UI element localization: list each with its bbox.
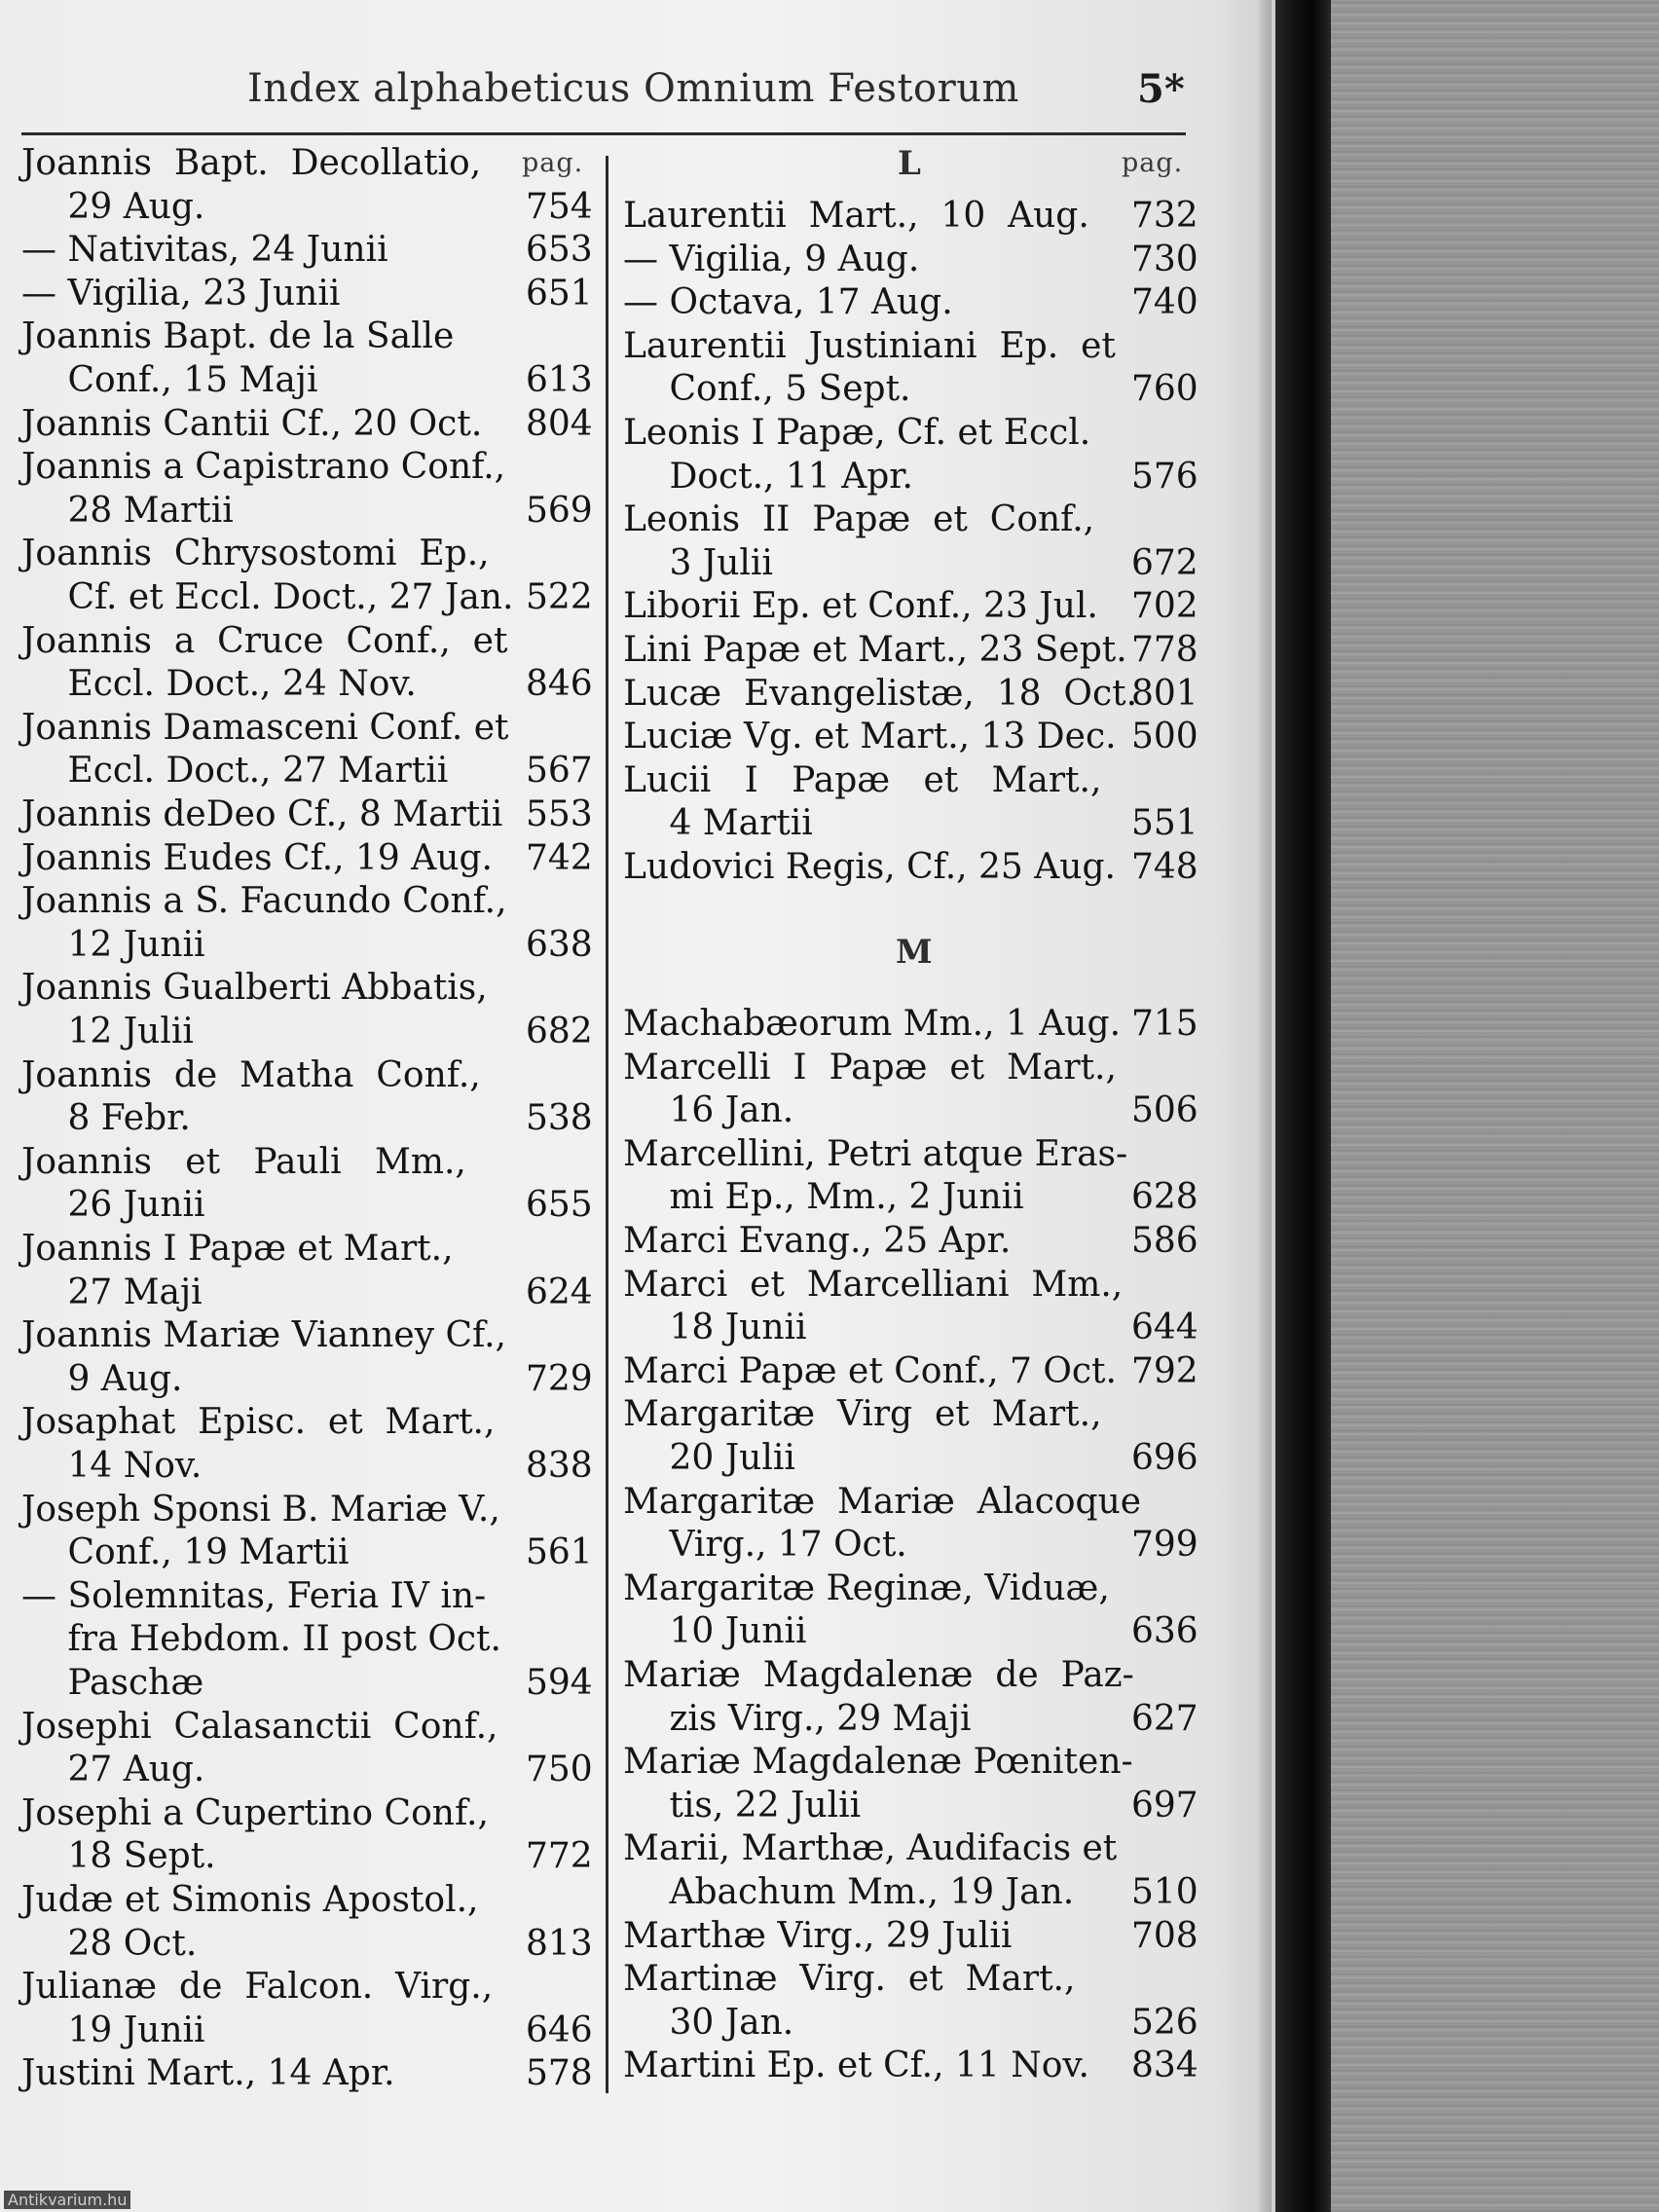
page-ref: 742: [526, 837, 593, 878]
page-ref: 500: [1131, 717, 1198, 757]
entry-text: Josephi a Cupertino Conf.,: [21, 1792, 489, 1833]
index-entry-line: [21, 1054, 481, 1097]
entry-text: Marcellini, Petri atque Eras-: [623, 1133, 1128, 1174]
page-ref: 696: [1131, 1438, 1198, 1478]
index-entry-line: [21, 273, 593, 315]
index-entry-line: [623, 1741, 1133, 1784]
index-entry-line: [623, 1785, 1198, 1827]
page-ref: 522: [526, 577, 593, 617]
entry-text: Joannis Cantii Cf., 20 Oct.: [21, 403, 483, 444]
entry-text: 29 Aug.: [21, 186, 205, 227]
entry-text: Lini Papæ et Mart., 23 Sept.: [623, 630, 1127, 670]
page-ref: 804: [526, 403, 593, 444]
page-ref: 627: [1131, 1698, 1198, 1739]
index-entry-line: [21, 1749, 593, 1791]
index-entry-line: [21, 750, 593, 793]
entry-text: Joannis deDeo Cf., 8 Martii: [21, 794, 503, 834]
page-ref: 748: [1131, 847, 1198, 887]
index-entry-line: [21, 1358, 593, 1401]
left-pag-label: pag.: [522, 148, 584, 178]
entry-text: Virg., 17 Oct.: [623, 1525, 907, 1566]
entry-text: mi Ep., Mm., 2 Junii: [623, 1177, 1024, 1218]
index-entry-line: [623, 629, 1198, 672]
entry-text: Joannis Bapt. Decollatio,: [21, 143, 482, 183]
entry-text: Joannis I Papæ et Mart.,: [21, 1229, 454, 1269]
entry-text: 14 Nov.: [21, 1446, 203, 1486]
page-ref: 729: [526, 1358, 593, 1399]
entry-text: Joannis Mariæ Vianney Cf.,: [21, 1315, 506, 1356]
index-entry-line: [623, 759, 1101, 802]
index-entry-line: [21, 1401, 495, 1444]
entry-text: Joannis Damasceni Conf. et: [21, 707, 509, 748]
entry-text: 12 Julii: [21, 1012, 194, 1051]
background-surface: [1326, 0, 1659, 2212]
entry-text: Eccl. Doct., 24 Nov.: [21, 664, 417, 705]
index-entry-line: [21, 793, 593, 836]
index-entry-line: [21, 142, 481, 185]
page-ref: 613: [526, 360, 593, 400]
index-entry-line: [623, 1958, 1075, 2001]
entry-text: 19 Junii: [21, 2009, 205, 2050]
entry-text: 27 Aug.: [21, 1750, 205, 1790]
index-entry-line: [623, 1003, 1198, 1046]
index-entry-line: [623, 325, 1116, 368]
index-entry-line: [623, 1437, 1198, 1480]
entry-text: 18 Sept.: [21, 1836, 216, 1877]
index-entry-line: [623, 1264, 1123, 1307]
index-entry-line: [623, 716, 1198, 758]
index-entry-line: [623, 2045, 1198, 2087]
page-ref: 646: [526, 2009, 593, 2050]
index-entry-line: [21, 1228, 454, 1271]
index-entry-line: [21, 1489, 500, 1531]
index-entry-line: [623, 1524, 1198, 1567]
index-entry-line: [21, 446, 505, 489]
index-entry-line: [623, 1047, 1117, 1089]
index-entry-line: [21, 924, 593, 967]
page-ref: 594: [526, 1663, 593, 1703]
page-ref: 551: [1131, 803, 1198, 844]
entry-text: Joannis Gualberti Abbatis,: [21, 968, 488, 1009]
entry-text: 18 Junii: [623, 1308, 807, 1348]
entry-text: Margaritæ Reginæ, Viduæ,: [623, 1567, 1110, 1608]
entry-text: Marcelli I Papæ et Mart.,: [623, 1047, 1117, 1088]
entry-text: Conf., 19 Martii: [21, 1532, 350, 1573]
entry-text: Eccl. Doct., 27 Martii: [21, 751, 449, 792]
entry-text: 3 Julii: [623, 542, 773, 583]
page-ref: 638: [526, 924, 593, 965]
page-ref: 702: [1131, 586, 1198, 627]
entry-text: fra Hebdom. II post Oct.: [21, 1619, 501, 1660]
entry-text: 8 Febr.: [21, 1098, 191, 1139]
index-entry-line: [623, 542, 1198, 585]
index-entry-line: [623, 239, 1198, 281]
index-entry-line: [21, 707, 508, 750]
entry-text: Machabæorum Mm., 1 Aug.: [623, 1004, 1122, 1044]
page-ref: 740: [1131, 282, 1198, 323]
index-entry-line: [21, 229, 593, 272]
entry-text: Abachum Mm., 19 Jan.: [623, 1872, 1075, 1912]
index-entry-line: [623, 1089, 1198, 1132]
index-entry-line: [21, 880, 507, 923]
entry-text: Josephi Calasanctii Conf.,: [21, 1706, 498, 1747]
page-ref: 778: [1131, 630, 1198, 670]
index-entry-line: [21, 1184, 593, 1227]
index-entry-line: [623, 1133, 1127, 1176]
entry-text: Luciæ Vg. et Mart., 13 Dec.: [623, 717, 1117, 757]
page-number: 5*: [1137, 66, 1185, 112]
index-entry-line: [21, 837, 593, 880]
right-pag-label: pag.: [1122, 148, 1184, 178]
page-ref: 708: [1131, 1915, 1198, 1956]
index-entry-line: [623, 1654, 1134, 1697]
index-entry-line: [21, 967, 488, 1010]
index-entry-line: [623, 1393, 1102, 1436]
entry-text: 4 Martii: [623, 803, 813, 844]
index-entry-line: [623, 673, 1198, 716]
index-entry-line: [21, 620, 507, 663]
index-entry-line: [623, 368, 1198, 411]
entry-text: tis, 22 Julii: [623, 1785, 862, 1825]
page-ref: 730: [1131, 239, 1198, 279]
index-entry-line: [21, 359, 593, 402]
page-ref: 655: [526, 1185, 593, 1226]
index-entry-line: [623, 195, 1198, 238]
page-ref: 672: [1131, 542, 1198, 583]
entry-text: Paschæ: [21, 1663, 204, 1703]
index-entry-line: [21, 1879, 479, 1922]
entry-text: Justini Mart., 14 Apr.: [21, 2053, 395, 2094]
page-ref: 792: [1131, 1350, 1198, 1391]
index-entry-line: [21, 1272, 593, 1314]
entry-text: — Vigilia, 23 Junii: [21, 273, 341, 313]
running-head: [0, 66, 1207, 125]
index-entry-line: [21, 533, 490, 575]
page-title: Index alphabeticus Omnium Festorum: [247, 66, 1019, 111]
page-ref: 624: [526, 1272, 593, 1312]
column-rule: [606, 156, 608, 2093]
entry-text: Mariæ Magdalenæ de Paz-: [623, 1655, 1134, 1695]
entry-text: Marci et Marcelliani Mm.,: [623, 1264, 1124, 1305]
index-entry-line: [21, 186, 593, 229]
page-ref: 553: [526, 794, 593, 834]
index-entry-line: [21, 663, 593, 706]
index-entry-line: [21, 1314, 506, 1357]
page-ref: 801: [1131, 673, 1198, 714]
index-entry-line: [21, 1097, 593, 1140]
entry-text: Marci Papæ et Conf., 7 Oct.: [623, 1350, 1117, 1391]
index-entry-line: [623, 1481, 1141, 1524]
page-ref: 628: [1131, 1177, 1198, 1218]
page-ref: 760: [1131, 369, 1198, 410]
page-ref: 586: [1131, 1221, 1198, 1261]
index-entry-line: [21, 1792, 489, 1835]
page-ref: 569: [526, 490, 593, 531]
index-entry-line: [623, 412, 1090, 455]
entry-text: 9 Aug.: [21, 1358, 183, 1399]
index-entry-line: [21, 1575, 486, 1618]
entry-text: Joannis a S. Facundo Conf.,: [21, 881, 507, 922]
letter-heading-m: M: [896, 933, 933, 972]
index-entry-line: [21, 1618, 501, 1661]
index-entry-line: [623, 1827, 1117, 1870]
page-ref: 772: [526, 1836, 593, 1877]
entry-text: — Solemnitas, Feria IV in-: [21, 1575, 487, 1616]
entry-text: Joannis a Cruce Conf., et: [21, 620, 508, 661]
entry-text: — Octava, 17 Aug.: [623, 282, 953, 323]
index-entry-line: [623, 846, 1198, 889]
entry-text: Joseph Sponsi B. Mariæ V.,: [21, 1489, 500, 1530]
entry-text: 12 Junii: [21, 924, 205, 965]
index-entry-line: [21, 490, 593, 533]
page-ref: 715: [1131, 1004, 1198, 1044]
index-entry-line: [623, 2002, 1198, 2045]
entry-text: Leonis II Papæ et Conf.,: [623, 499, 1095, 540]
entry-text: Conf., 5 Sept.: [623, 369, 911, 410]
entry-text: Laurentii Justiniani Ep. et: [623, 325, 1116, 366]
page-ref: 697: [1131, 1785, 1198, 1825]
page-ref: 538: [526, 1098, 593, 1139]
page-ref: 561: [526, 1532, 593, 1573]
entry-text: Marci Evang., 25 Apr.: [623, 1221, 1012, 1261]
entry-text: Cf. et Eccl. Doct., 27 Jan.: [21, 577, 514, 617]
index-entry-line: [21, 1923, 593, 1966]
entry-text: 27 Maji: [21, 1272, 203, 1312]
index-entry-line: [623, 585, 1198, 628]
entry-text: — Nativitas, 24 Junii: [21, 230, 388, 271]
entry-text: Liborii Ep. et Conf., 23 Jul.: [623, 586, 1098, 627]
page-ref: 526: [1131, 2002, 1198, 2043]
entry-text: Laurentii Mart., 10 Aug.: [623, 196, 1089, 236]
entry-text: Conf., 15 Maji: [21, 360, 318, 400]
entry-text: Martini Ep. et Cf., 11 Nov.: [623, 2046, 1089, 2086]
index-entry-line: [623, 1915, 1198, 1958]
entry-text: Martinæ Virg. et Mart.,: [623, 1959, 1076, 2000]
index-entry-line: [21, 403, 593, 446]
entry-text: Joannis Chrysostomi Ep.,: [21, 534, 490, 574]
entry-text: Julianæ de Falcon. Virg.,: [21, 1967, 494, 2008]
entry-text: zis Virg., 29 Maji: [623, 1698, 972, 1739]
page-edge: [1256, 0, 1272, 2212]
page-ref: 653: [526, 230, 593, 271]
entry-text: Lucii I Papæ et Mart.,: [623, 759, 1102, 800]
page-ref: 750: [526, 1750, 593, 1790]
page-ref: 838: [526, 1446, 593, 1486]
entry-text: 20 Julii: [623, 1438, 795, 1478]
entry-text: Margaritæ Virg et Mart.,: [623, 1394, 1102, 1435]
index-entry-line: [21, 1011, 593, 1053]
entry-text: Joannis Bapt. de la Salle: [21, 316, 455, 357]
watermark: Antikvarium.hu: [4, 2191, 130, 2209]
index-entry-line: [623, 802, 1198, 845]
page-ref: 576: [1131, 456, 1198, 497]
header-rule: [21, 132, 1186, 135]
page-ref: 578: [526, 2053, 593, 2094]
entry-text: Margaritæ Mariæ Alacoque: [623, 1481, 1142, 1522]
index-entry-line: [623, 1176, 1198, 1219]
index-entry-line: [21, 1966, 493, 2009]
entry-text: Marthæ Virg., 29 Julii: [623, 1915, 1013, 1956]
index-entry-line: [21, 1531, 593, 1574]
book-spine: [1271, 0, 1331, 2212]
index-entry-line: [623, 1698, 1198, 1741]
entry-text: 28 Martii: [21, 490, 234, 531]
entry-text: Josaphat Episc. et Mart.,: [21, 1402, 496, 1443]
index-entry-line: [623, 1567, 1110, 1610]
entry-text: 16 Jan.: [623, 1090, 794, 1131]
page-ref: 799: [1131, 1525, 1198, 1566]
index-entry-line: [21, 1706, 498, 1749]
entry-text: Lucæ Evangelistæ, 18 Oct.: [623, 673, 1138, 714]
index-entry-line: [623, 1220, 1198, 1263]
entry-text: — Vigilia, 9 Aug.: [623, 239, 920, 279]
entry-text: 26 Junii: [21, 1185, 205, 1226]
entry-text: 10 Junii: [623, 1611, 807, 1652]
page-ref: 651: [526, 273, 593, 313]
index-entry-line: [21, 1445, 593, 1488]
entry-text: Marii, Marthæ, Audifacis et: [623, 1828, 1118, 1869]
letter-heading-l: L: [898, 144, 921, 183]
entry-text: Doct., 11 Apr.: [623, 456, 913, 497]
entry-text: Judæ et Simonis Apostol.,: [21, 1880, 479, 1920]
page-ref: 834: [1131, 2046, 1198, 2086]
page-ref: 644: [1131, 1308, 1198, 1348]
page-ref: 732: [1131, 196, 1198, 236]
page-ref: 567: [526, 751, 593, 792]
index-entry-line: [21, 1662, 593, 1705]
entry-text: Leonis I Papæ, Cf. et Eccl.: [623, 413, 1091, 453]
index-entry-line: [21, 2052, 593, 2095]
entry-text: 28 Oct.: [21, 1923, 198, 1964]
entry-text: Ludovici Regis, Cf., 25 Aug.: [623, 847, 1116, 887]
page-ref: 846: [526, 664, 593, 705]
page-ref: 636: [1131, 1611, 1198, 1652]
entry-text: Mariæ Magdalenæ Pœniten-: [623, 1742, 1133, 1783]
page-ref: 506: [1131, 1090, 1198, 1131]
index-entry-line: [21, 576, 593, 619]
index-entry-line: [623, 1610, 1198, 1653]
index-entry-line: [623, 1871, 1198, 1914]
index-entry-line: [623, 498, 1094, 541]
index-entry-line: [623, 456, 1198, 498]
index-entry-line: [21, 315, 454, 358]
entry-text: 30 Jan.: [623, 2002, 794, 2043]
index-entry-line: [21, 1141, 466, 1184]
page-ref: 754: [526, 186, 593, 227]
index-entry-line: [21, 1835, 593, 1878]
index-entry-line: [623, 1350, 1198, 1393]
page-ref: 510: [1131, 1872, 1198, 1912]
page-ref: 813: [526, 1923, 593, 1964]
page-ref: 682: [526, 1012, 593, 1051]
entry-text: Joannis et Pauli Mm.,: [21, 1141, 466, 1182]
entry-text: Joannis Eudes Cf., 19 Aug.: [21, 837, 493, 878]
entry-text: Joannis a Capistrano Conf.,: [21, 447, 506, 488]
index-entry-line: [623, 1307, 1198, 1349]
index-entry-line: [21, 2009, 593, 2052]
index-entry-line: [623, 281, 1198, 324]
entry-text: Joannis de Matha Conf.,: [21, 1054, 481, 1095]
